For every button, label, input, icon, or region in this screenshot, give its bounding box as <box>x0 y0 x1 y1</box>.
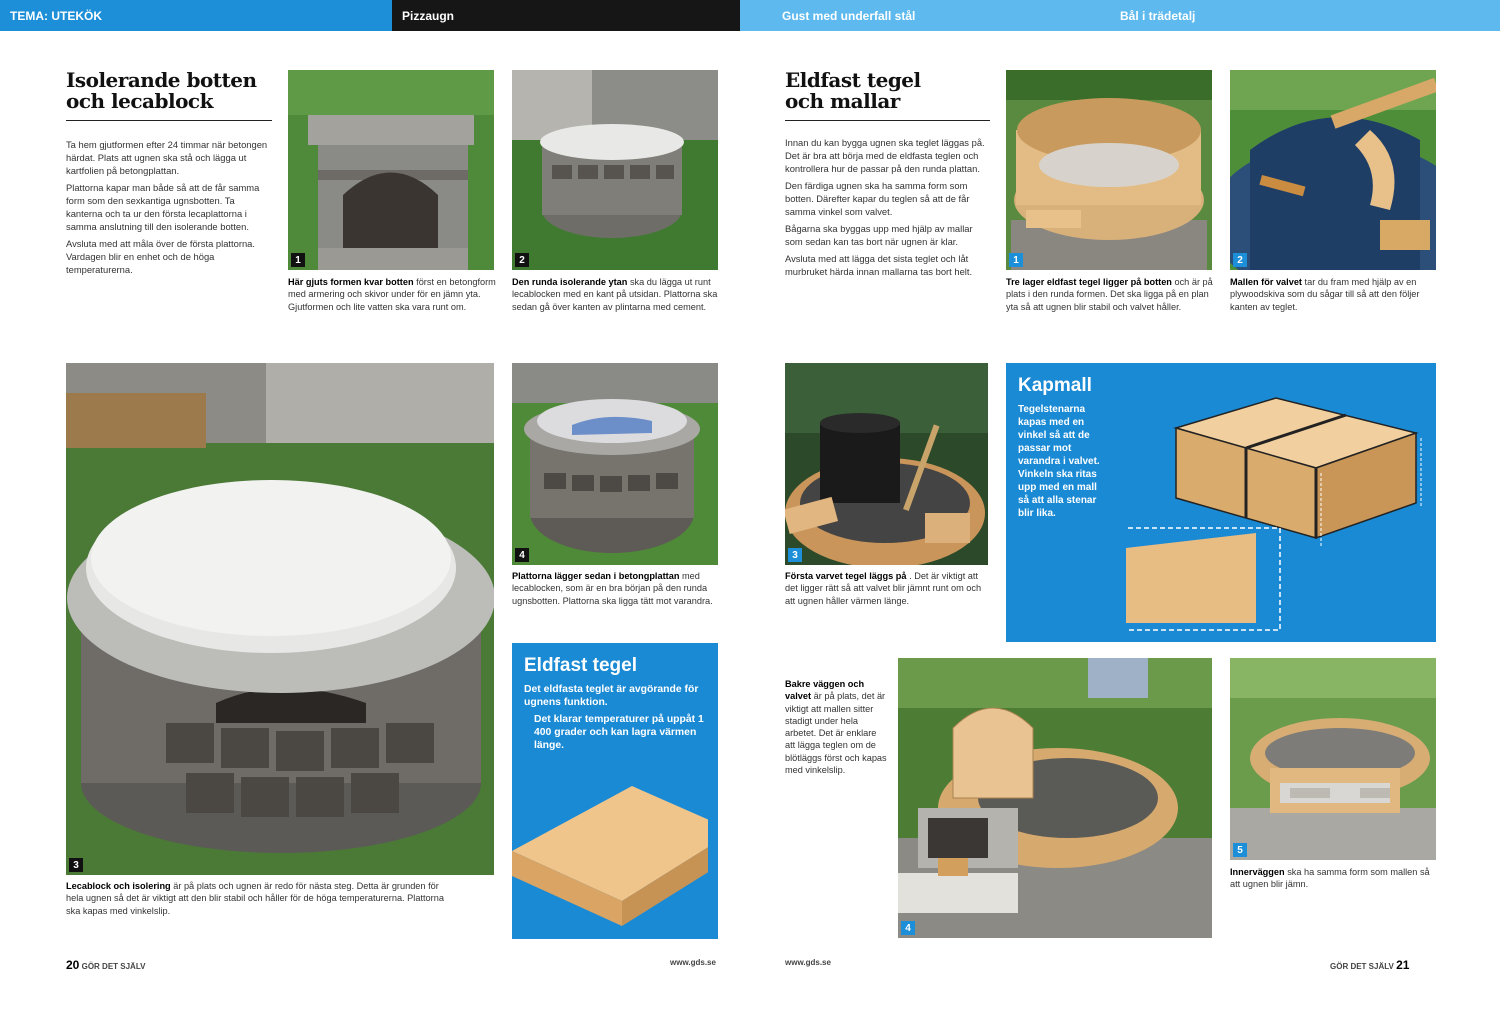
photo-number: 3 <box>69 858 83 872</box>
photo-plinth-cover <box>512 363 718 565</box>
photo-number: 1 <box>1009 253 1023 267</box>
section-label: TEMA: UTEKÖK <box>10 8 102 23</box>
caption-text: är på plats och ugnen är redo för nästa steg. Detta är grunden för hela ugnen så det är viktigt att den blir stabil och håller för de höga temperaturerna. Plattorna ska kapas med vinkelslip. <box>66 881 444 916</box>
tab-three <box>1120 0 1500 31</box>
firebrick-box-title: Eldfast tegel <box>524 655 637 676</box>
cutting-template-box <box>1006 363 1436 642</box>
tab-three-label: Bål i trädetalj <box>1120 8 1196 23</box>
photo-number: 1 <box>291 253 305 267</box>
active-tab <box>392 0 740 31</box>
caption-l2 <box>512 276 720 313</box>
caption-text: med lecablocken, som är en bra början på den runda ugnsbotten. Plattorna ska ligga tätt mot varandra. <box>512 571 713 606</box>
photo-number: 2 <box>1233 253 1247 267</box>
active-tab-label: Pizzaugn <box>402 8 455 23</box>
caption-text: . Det är viktigt att det ligger rätt så att valvet blir jämnt runt om och att ugnen håller värmen länge. <box>785 571 982 606</box>
photo-round-plinth <box>512 70 718 270</box>
firebrick-box-p1: Det eldfasta teglet är avgörande för ugnens funktion. <box>524 684 699 708</box>
firebrick-box-p2: Det klarar temperaturer på uppåt 1 400 grader och kan lagra värmen länge. <box>534 714 704 751</box>
caption-r5 <box>1230 866 1438 891</box>
right-para-3: Bågarna ska byggas upp med hjälp av mallar som sedan kan tas bort när ugnen är klar. <box>785 223 973 247</box>
right-title-rule <box>785 120 990 121</box>
left-footer-site: www.gds.se <box>670 958 716 967</box>
tab-two-label: Gust med underfall stål <box>782 8 916 23</box>
photo-firebrick-floor <box>1006 70 1212 270</box>
left-para-1: Ta hem gjutformen efter 24 timmar när betongen härdat. Plats att ugnen ska stå och lägga ut kartfolien på betongplattan. <box>66 139 268 176</box>
issue-label: GÖR DET SJÄLV <box>81 962 146 971</box>
left-para-2: Plattorna kapar man både så att de får samma form som den sexkantiga ugnsbotten. Ta kanterna och ta ur den första lecaplattorna i samma anslutning till den isolerande botten. <box>66 182 260 232</box>
caption-text: ska du lägga ut runt lecablocken med en kant på utsidan. Plattorna ska sedan gå över kanten av plintarna med cement. <box>512 277 718 312</box>
firebrick-box <box>512 643 718 939</box>
section-tab <box>0 0 392 31</box>
right-footer-site: www.gds.se <box>785 958 831 967</box>
right-title: Eldfast tegel och mallar <box>785 68 921 113</box>
caption-l4 <box>512 570 720 607</box>
caption-lead: Innerväggen <box>1230 867 1285 877</box>
caption-lead: Plattorna lägger sedan i betongplattan <box>512 571 680 581</box>
left-title: Isolerande botten och lecablock <box>66 68 257 113</box>
photo-number: 2 <box>515 253 529 267</box>
caption-lead: Första varvet tegel läggs på <box>785 571 907 581</box>
caption-lead: Mallen för valvet <box>1230 277 1302 287</box>
caption-lead: Lecablock och isolering <box>66 881 171 891</box>
cutting-template-title: Kapmall <box>1018 375 1092 396</box>
left-footer <box>66 958 145 972</box>
caption-text: ska ha samma form som mallen så att ugnen blir jämn. <box>1230 867 1430 890</box>
photo-first-brick-row <box>785 363 988 565</box>
left-body <box>66 138 272 280</box>
photo-plywood-template <box>1230 70 1436 270</box>
caption-text: tar du fram med hjälp av en plywoodskiva som du sågar till så att den följer kanten av teglet. <box>1230 277 1420 312</box>
brick-illustration <box>502 761 708 931</box>
left-para-3: Avsluta med att måla över de första plattorna. Vardagen blir en enhet och de höga temperaturerna. <box>66 238 255 275</box>
caption-lead: Bakre väggen och valvet <box>785 679 865 702</box>
caption-r4 <box>785 678 889 776</box>
photo-number: 4 <box>901 921 915 935</box>
caption-r1 <box>1006 276 1214 313</box>
caption-l3 <box>66 880 446 917</box>
photo-oven-dome <box>288 70 494 270</box>
right-para-2: Den färdiga ugnen ska ha samma form som botten. Därefter kapar du teglen så att de får samma vinkel som valvet. <box>785 180 970 217</box>
caption-text: är på plats, det är viktigt att mallen sitter stadigt under hela arbetet. Det är enklare att lägga teglen om de blötläggs först och kapas med vinkelslip. <box>785 691 887 776</box>
caption-r2 <box>1230 276 1438 313</box>
photo-number: 5 <box>1233 843 1247 857</box>
photo-number: 3 <box>788 548 802 562</box>
photo-inner-wall <box>1230 658 1436 860</box>
photo-back-wall-arch <box>898 658 1212 938</box>
caption-lead: Tre lager eldfast tegel ligger på botten <box>1006 277 1172 287</box>
caption-text: och är på plats i den runda formen. Det ska ligga på en plan yta så att ugnen blir stabil och valvet håller. <box>1006 277 1213 312</box>
right-para-1: Innan du kan bygga ugnen ska teglet läggas på. Det är bra att börja med de eldfasta teglen och kontrollera hur de passar på den runda plattan. <box>785 137 985 174</box>
caption-text: först en betongform med armering och skivor under för en jämn yta. Gjutformen och lite vatten ska vara runt om. <box>288 277 496 312</box>
firebrick-box-text <box>512 683 718 752</box>
right-body <box>785 136 990 282</box>
caption-r3 <box>785 570 990 607</box>
issue-label: GÖR DET SJÄLV <box>1330 962 1394 971</box>
right-footer <box>1330 958 1409 972</box>
brick-cut-diagram <box>1126 378 1426 638</box>
left-title-rule <box>66 120 272 121</box>
caption-lead: Här gjuts formen kvar botten <box>288 277 414 287</box>
tab-two <box>740 0 1120 31</box>
photo-number: 4 <box>515 548 529 562</box>
photo-insulated-base <box>66 363 494 875</box>
page-number: 21 <box>1396 958 1410 972</box>
right-para-4: Avsluta med att lägga det sista teglet och låt murbruket härda innan mallarna tas bort helt. <box>785 253 973 277</box>
caption-l1 <box>288 276 496 313</box>
cutting-template-text: Tegelstenarna kapas med en vinkel så att de passar mot varandra i valvet. Vinkeln ska ritas upp med en mall så att alla stenar blir lika. <box>1018 404 1100 519</box>
page-number: 20 <box>66 958 80 972</box>
caption-lead: Den runda isolerande ytan <box>512 277 628 287</box>
